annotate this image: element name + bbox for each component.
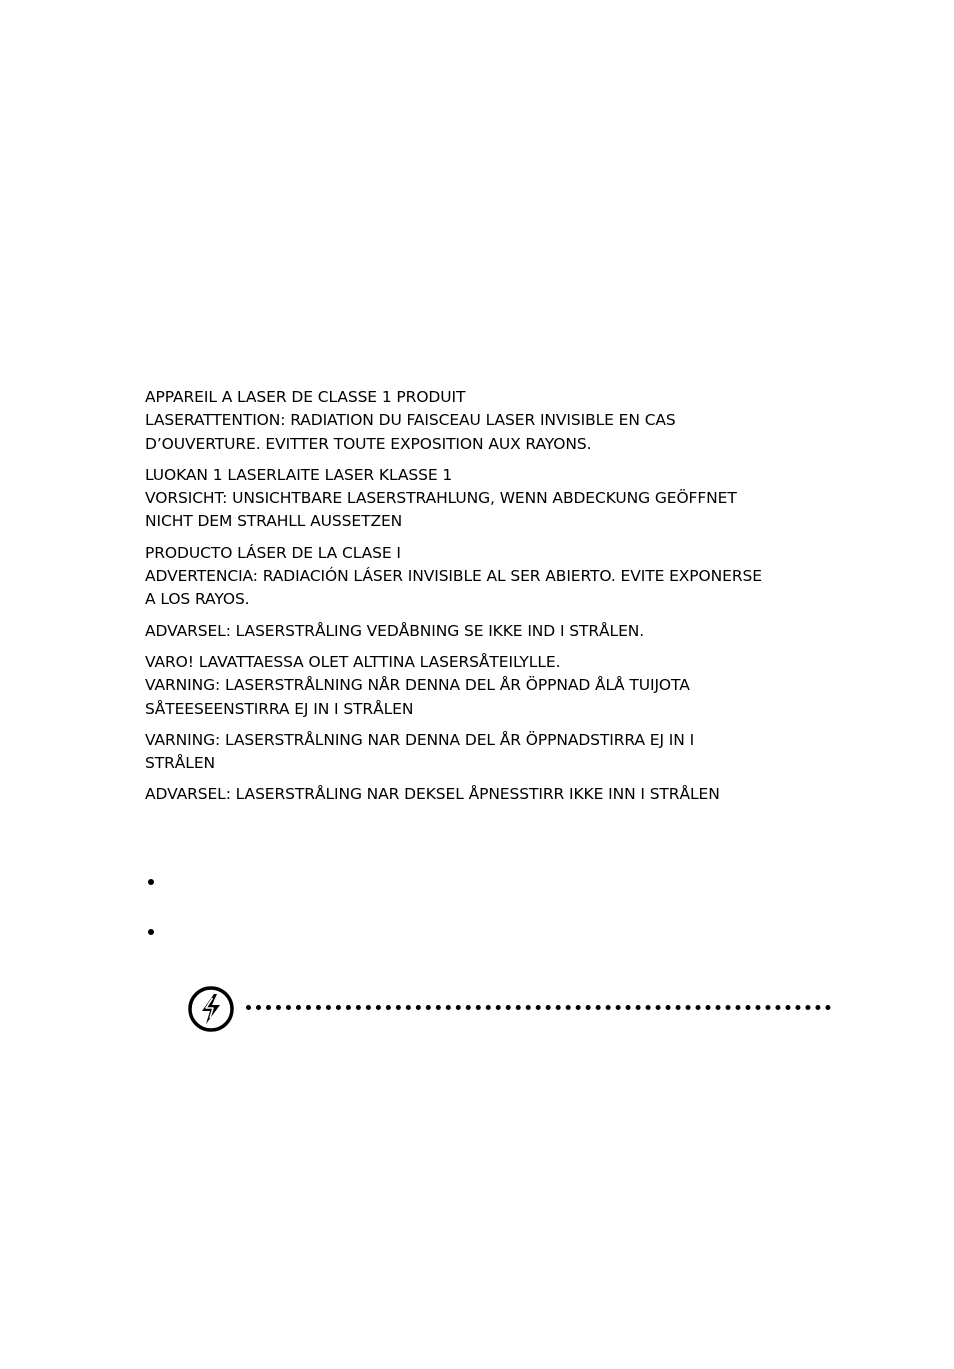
notice-line: STRÅLEN xyxy=(145,754,216,773)
notice-line: D’OUVERTURE. EVITTER TOUTE EXPOSITION AUX RAYONS. xyxy=(145,434,592,453)
notice-line: NICHT DEM STRAHLL AUSSETZEN xyxy=(145,512,403,531)
bullet-dot xyxy=(148,879,154,885)
notice-swedish xyxy=(145,729,845,776)
notice-french xyxy=(145,386,845,456)
notice-line: ADVERTENCIA: RADIACIÓN LÁSER INVISIBLE AL SER ABIERTO. EVITE EXPONERSE xyxy=(145,567,762,586)
notice-norwegian xyxy=(145,783,845,806)
notice-finnish-swedish xyxy=(145,651,845,721)
notice-line: SÅTEESEENSTIRRA EJ IN I STRÅLEN xyxy=(145,699,414,718)
high-voltage-warning-icon xyxy=(187,985,235,1033)
laser-warning-notices xyxy=(145,386,845,815)
warning-separator xyxy=(246,1005,831,1010)
notice-line: VORSICHT: UNSICHTBARE LASERSTRAHLUNG, WENN ABDECKUNG GEÖFFNET xyxy=(145,489,737,508)
notice-line: VARO! LAVATTAESSA OLET ALTTINA LASERSÅTEILYLLE. xyxy=(145,652,561,671)
notice-line: LASERATTENTION: RADIATION DU FAISCEAU LASER INVISIBLE EN CAS xyxy=(145,411,676,430)
notice-line: VARNING: LASERSTRÅLNING NÅR DENNA DEL ÅR ÖPPNAD ÅLÅ TUIJOTA xyxy=(145,676,690,695)
bullet-dot xyxy=(148,929,154,935)
notice-line: ADVARSEL: LASERSTRÅLING NAR DEKSEL ÅPNESSTIRR IKKE INN I STRÅLEN xyxy=(145,785,720,804)
notice-finnish-german xyxy=(145,464,845,534)
notice-danish xyxy=(145,620,845,643)
bullet-point xyxy=(145,876,157,888)
notice-line: PRODUCTO LÁSER DE LA CLASE I xyxy=(145,543,401,562)
notice-line: VARNING: LASERSTRÅLNING NAR DENNA DEL ÅR ÖPPNADSTIRRA EJ IN I xyxy=(145,730,695,749)
notice-line: ADVARSEL: LASERSTRÅLING VEDÅBNING SE IKKE IND I STRÅLEN. xyxy=(145,621,645,640)
warning-callout xyxy=(187,985,832,1033)
notice-line: APPAREIL A LASER DE CLASSE 1 PRODUIT xyxy=(145,388,466,406)
notice-spanish xyxy=(145,542,845,612)
bullet-point xyxy=(145,926,157,938)
notice-line: A LOS RAYOS. xyxy=(145,590,250,609)
notice-line: LUOKAN 1 LASERLAITE LASER KLASSE 1 xyxy=(145,465,453,484)
